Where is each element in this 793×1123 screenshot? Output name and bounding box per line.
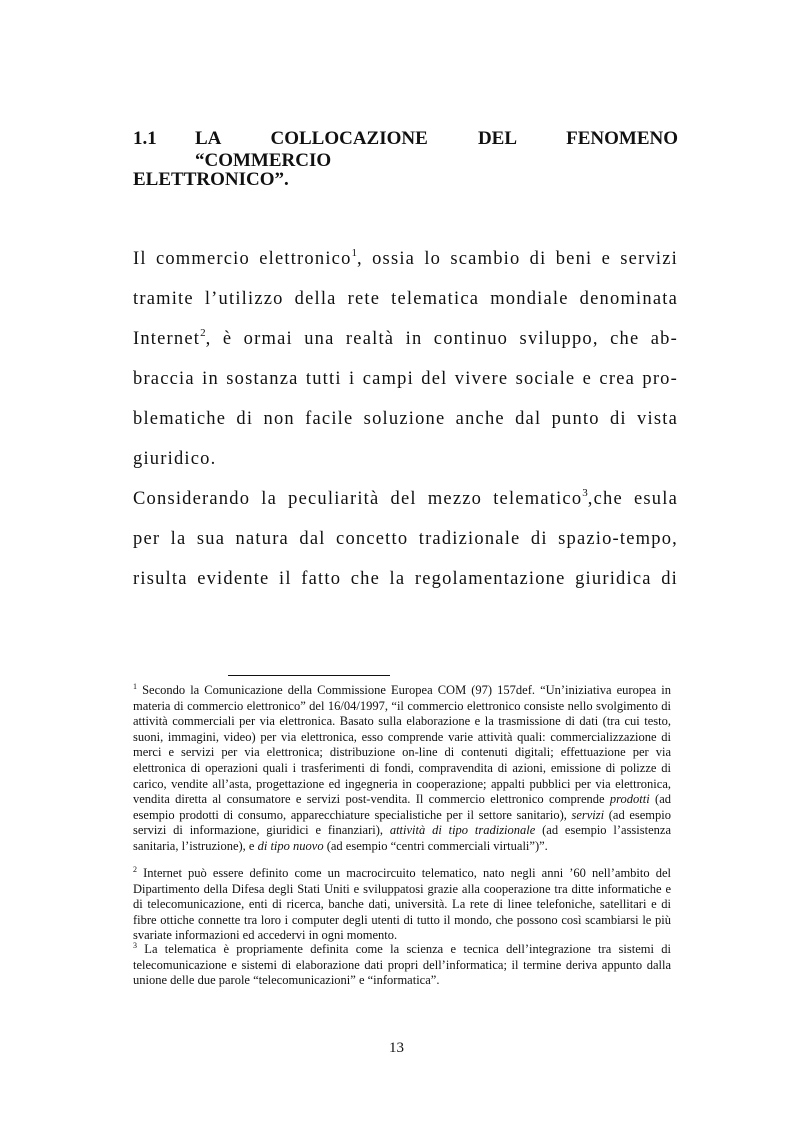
section-heading [133, 128, 678, 172]
body-line: Considerando la peculiarità del mezzo telematico$^3$,che esula [133, 487, 679, 509]
footnote-1: $^1$ Secondo la Comunicazione della Commissione Europea COM (97) 157def. “Un’iniziativa europea in materia di commercio elettronico” del 16/04/1997, “il commercio elettronico consiste nello svolgimento di attività commerciali per via elettronica. Basato sulla elaborazione e la trasmissione di dati (tra cui testo, suoni, immagini, video) per via elettronica, esso comprende varie attività quali: commercializzazione di merci e servizi per via elettronica; distribuzione on-line di contenuti digitali; effettuazione per via elettronica di operazioni quali i trasferimenti di fondi, compravendita di azioni, emissione di polizze di carico, vendite all’asta, progettazione ed ingegneria in cooperazione; appalti pubblici per via elettronica, vendita diretta al consumatore e servizi post-vendita. Il commercio elettronico comprende prodotti (ad esempio prodotti di consumo, apparecchiature specialistiche per il settore sanitario), servizi (ad esempio servizi di informazione, giuridici e finanziari), attività di tipo tradizionale (ad esempio l’assistenza sanitaria, l’istruzione), e di tipo nuovo (ad esempio “centri commerciali virtuali”)”. [133, 682, 672, 853]
body-line: braccia in sostanza tutti i campi del vivere sociale e crea pro- [133, 369, 678, 389]
section-title-line-1: LA COLLOCAZIONE DEL FENOMENO “COMMERCIO [195, 128, 678, 171]
body-line: risulta evidente il fatto che la regolamentazione giuridica di [133, 569, 678, 589]
section-title-line-2: ELETTRONICO”. [133, 169, 289, 190]
page-number: 13 [389, 1040, 404, 1056]
body-line: Internet$^2$, è ormai una realtà in continuo sviluppo, che ab- [133, 327, 678, 349]
body-line: tramite l’utilizzo della rete telematica mondiale denominata [133, 289, 678, 309]
footnote-ref: 2 [200, 327, 206, 339]
footnote-mark: 1 [133, 682, 137, 691]
footnote-2: $^2$ Internet può essere definito come un macrocircuito telematico, nato negli anni ’60 nell’ambito del Dipartimento della Difesa degli Stati Uniti e sviluppatosi grazie alla cooperazione tra ditte informatiche e di telecomunicazione, enti di ricerca, banche dati, università. La rete di linee telefoniche, satellitari e di fibre ottiche connette tra loro i computer degli utenti di tutto il mondo, che possono così scambiarsi le più svariate informazioni ed accedervi in ogni momento. [133, 865, 671, 943]
body-line: per la sua natura dal concetto tradizionale di spazio-tempo, [133, 529, 678, 549]
body-line: giuridico. [133, 449, 217, 469]
body-line: Il commercio elettronico$^1$, ossia lo scambio di beni e servizi [133, 247, 678, 269]
body-line: blematiche di non facile soluzione anche dal punto di vista [133, 409, 678, 429]
footnote-mark: 2 [133, 865, 137, 874]
footnote-separator [228, 675, 390, 676]
section-number: 1.1 [133, 128, 157, 149]
footnote-3: $^3$ La telematica è propriamente definita come la scienza e tecnica dell’integrazione tra sistemi di telecomunicazione e sistemi di elaborazione dati propri dell’informatica; il termine deriva appunto dalla unione delle due parole “telecomunicazioni” e “informatica”. [133, 941, 671, 988]
footnote-mark: 3 [133, 941, 137, 950]
footnote-ref: 1 [351, 247, 358, 259]
footnote-ref: 3 [582, 487, 588, 499]
